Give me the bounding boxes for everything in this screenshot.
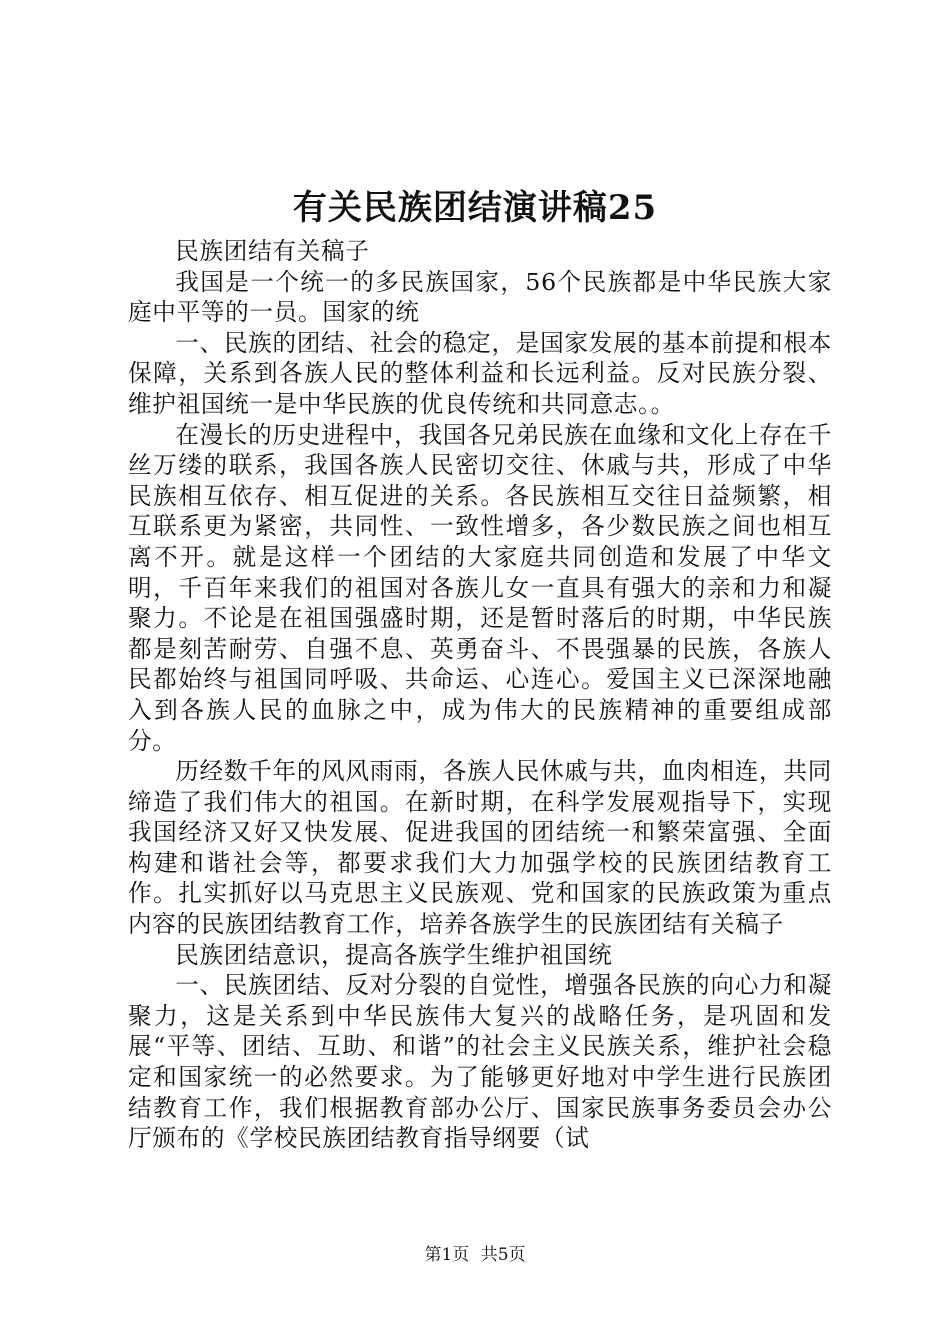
page-number: 第1页 bbox=[424, 1245, 470, 1265]
paragraph: 我国是一个统一的多民族国家，56个民族都是中华民族大家庭中平等的一员。国家的统 bbox=[128, 267, 832, 327]
paragraph: 历经数千年的风风雨雨，各族人民休戚与共，血肉相连，共同缔造了我们伟大的祖国。在新时期，在科学发展观指导下，实现我国经济又好又快发展、促进我国的团结统一和繁荣富强、全面构建和谐社会等，都要求我们大力加强学校的民族团结教育工作。扎实抓好以马克思主义民族观、党和国家的民族政策为重点内容的民族团结教育工作，培养各族学生的民族团结有关稿子 bbox=[128, 757, 832, 939]
paragraph: 在漫长的历史进程中，我国各兄弟民族在血缘和文化上存在千丝万缕的联系，我国各族人民密切交往、休戚与共，形成了中华民族相互依存、相互促进的关系。各民族相互交往日益频繁，相互联系更为紧密，共同性、一致性增多，各少数民族之间也相互离不开。就是这样一个团结的大家庭共同创造和发展了中华文明，千百年来我们的祖国对各族儿女一直具有强大的亲和力和凝聚力。不论是在祖国强盛时期，还是暂时落后的时期，中华民族都是刻苦耐劳、自强不息、英勇奋斗、不畏强暴的民族，各族人民都始终与祖国同呼吸、共命运、心连心。爱国主义已深深地融入到各族人民的血脉之中，成为伟大的民族精神的重要组成部分。 bbox=[128, 420, 832, 755]
page-total: 共5页 bbox=[480, 1245, 526, 1265]
document-title: 有关民族团结演讲稿25 bbox=[292, 188, 658, 228]
document-body bbox=[128, 236, 832, 1154]
paragraph: 一、民族团结、反对分裂的自觉性，增强各民族的向心力和凝聚力，这是关系到中华民族伟大复兴的战略任务，是巩固和发展“平等、团结、互助、和谐”的社会主义民族关系，维护社会稳定和国家统一的必然要求。为了能够更好地对中学生进行民族团结教育工作，我们根据教育部办公厅、国家民族事务委员会办公厅颁布的《学校民族团结教育指导纲要（试 bbox=[128, 971, 832, 1153]
paragraph: 民族团结有关稿子 bbox=[175, 237, 370, 265]
paragraph: 民族团结意识，提高各族学生维护祖国统 bbox=[175, 940, 613, 969]
paragraph: 一、民族的团结、社会的稳定，是国家发展的基本前提和根本保障，关系到各族人民的整体利益和长远利益。反对民族分裂、维护祖国统一是中华民族的优良传统和共同意志。。 bbox=[128, 328, 832, 418]
page-footer bbox=[0, 1244, 950, 1266]
